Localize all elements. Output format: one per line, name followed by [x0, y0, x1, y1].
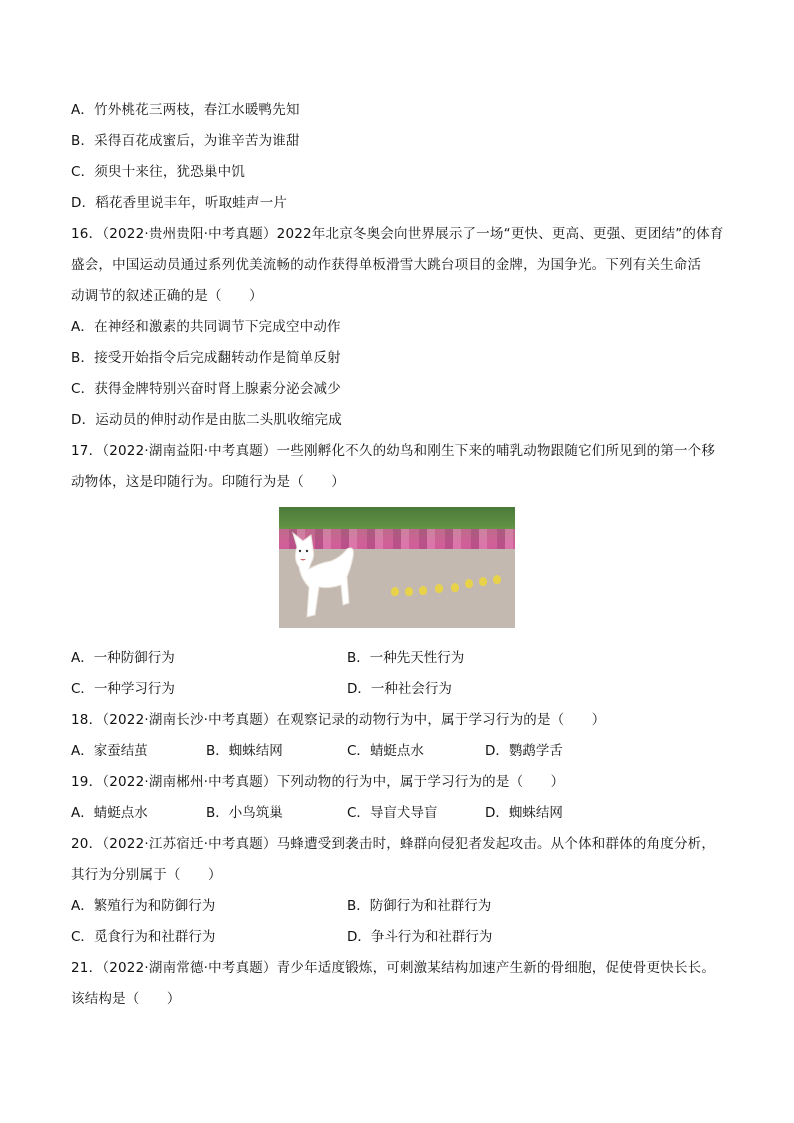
question-stem: 19．（2022·湖南郴州·中考真题）下列动物的行为中，属于学习行为的是（ ） — [71, 774, 565, 790]
option-b: B．防御行为和社群行为 — [347, 898, 492, 914]
option-a: A．家蚕结茧 — [71, 743, 148, 759]
duckling — [419, 586, 427, 595]
figure-container — [71, 497, 731, 638]
option-c: C．蜻蜓点水 — [347, 743, 424, 759]
option-b: B．小鸟筑巢 — [206, 805, 283, 821]
duckling — [493, 575, 501, 584]
options-row — [71, 801, 731, 832]
option-b: B．接受开始指令后完成翻转动作是简单反射 — [71, 350, 341, 366]
options-row — [71, 925, 731, 956]
option-a: A．繁殖行为和防御行为 — [71, 898, 216, 914]
question-stem: 21．（2022·湖南常德·中考真题）青少年适度锻炼，可刺激某结构加速产生新的骨细胞，促使骨更快长长。 — [71, 960, 716, 976]
question-19 — [71, 770, 731, 832]
option-b: B．采得百花成蜜后，为谁辛苦为谁甜 — [71, 133, 300, 149]
question-16 — [71, 222, 731, 439]
options-row — [71, 677, 731, 708]
option-d: D．运动员的伸肘动作是由肱二头肌收缩完成 — [71, 412, 342, 428]
option-c: C．觅食行为和社群行为 — [71, 929, 216, 945]
option-a: A．竹外桃花三两枝，春江水暖鸭先知 — [71, 102, 300, 118]
option-a: A．一种防御行为 — [71, 650, 175, 666]
option-a: A．在神经和激素的共同调节下完成空中动作 — [71, 319, 341, 335]
option-c: C．导盲犬导盲 — [347, 805, 438, 821]
options-row — [71, 894, 731, 925]
duckling — [405, 587, 413, 596]
option-b: B．蜘蛛结网 — [206, 743, 283, 759]
option-c: C．获得金牌特别兴奋时肾上腺素分泌会减少 — [71, 381, 341, 397]
question-stem: 18．（2022·湖南长沙·中考真题）在观察记录的动物行为中，属于学习行为的是（ ） — [71, 712, 606, 728]
duckling — [465, 579, 473, 588]
duckling — [479, 577, 487, 586]
option-d: D．稻花香里说丰年，听取蛙声一片 — [71, 195, 288, 211]
question-stem: 20．（2022·江苏宿迁·中考真题）马蜂遭受到袭击时，蜂群向侵犯者发起攻击。从个体和群体的角度分析， — [71, 836, 716, 852]
option-c: C．须臾十来往，犹恐巢中饥 — [71, 164, 246, 180]
option-d: D．鹦鹉学舌 — [485, 743, 563, 759]
option-d: D．一种社会行为 — [347, 681, 452, 697]
option-a: A．蜻蜓点水 — [71, 805, 148, 821]
question-stem: 16．（2022·贵州贵阳·中考真题）2022年北京冬奥会向世界展示了一场“更快、更高、更强、更团结”的体育 — [71, 226, 724, 242]
question-stem-cont: 盛会，中国运动员通过系列优美流畅的动作获得单板滑雪大跳台项目的金牌，为国争光。下列有关生命活 — [71, 257, 702, 273]
question-stem-cont: 其行为分别属于（ ） — [71, 867, 222, 883]
option-c: C．一种学习行为 — [71, 681, 175, 697]
option-b: B．一种先天性行为 — [347, 650, 465, 666]
options-row — [71, 739, 731, 770]
option-d: D．争斗行为和社群行为 — [347, 929, 493, 945]
question-stem-cont: 动调节的叙述正确的是（ ） — [71, 288, 263, 304]
dog-ducklings-photo — [279, 507, 515, 628]
question-stem-cont: 该结构是（ ） — [71, 991, 181, 1007]
question-stem: 17．（2022·湖南益阳·中考真题）一些刚孵化不久的幼鸟和刚生下来的哺乳动物跟随它们所见到的第一个移 — [71, 443, 716, 459]
duckling — [451, 583, 459, 592]
question-stem-cont: 动物体，这是印随行为。印随行为是（ ） — [71, 474, 345, 490]
duckling — [435, 584, 443, 593]
options-row — [71, 646, 731, 677]
question-17 — [71, 439, 731, 708]
question-21 — [71, 956, 731, 1018]
duckling — [391, 587, 399, 596]
dog-illustration — [289, 527, 359, 627]
option-d: D．蜘蛛结网 — [485, 805, 563, 821]
question-18 — [71, 708, 731, 770]
document-page — [71, 98, 731, 1018]
question-20 — [71, 832, 731, 956]
